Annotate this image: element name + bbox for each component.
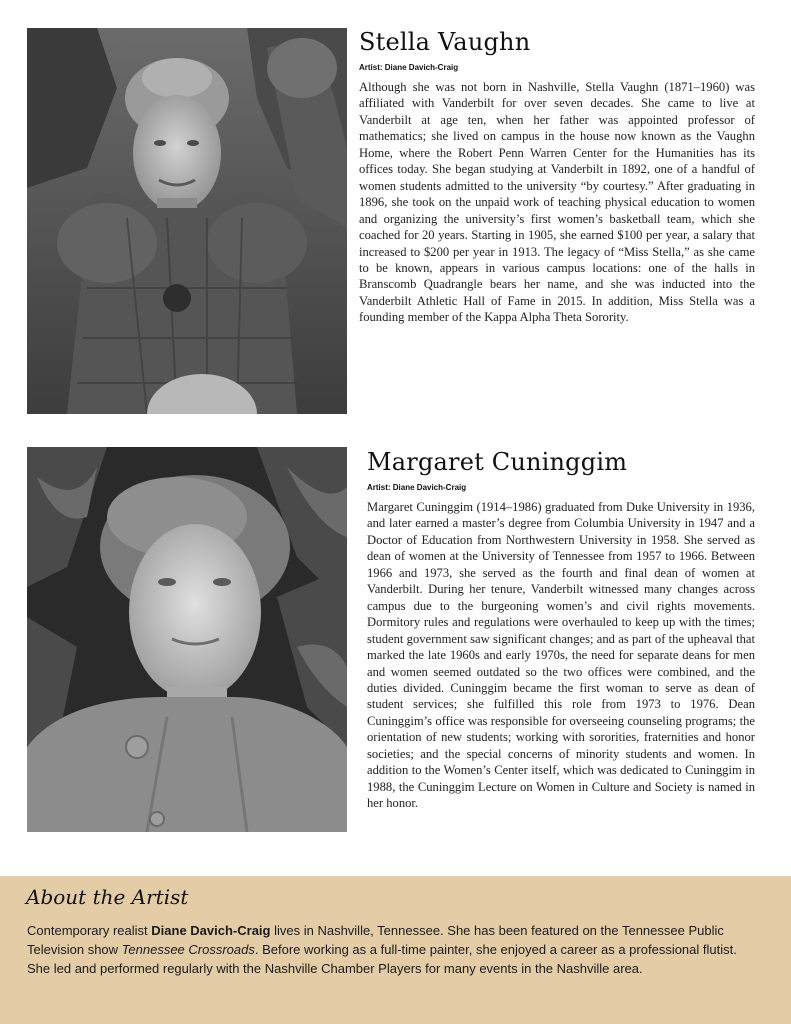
profile-bio: Although she was not born in Nashville, Stella Vaughn (1871–1960) was affiliated with Vanderbilt for over seven decades. She came to live at Vanderbilt at age ten, when her father was appointed professor of mathematics; she lived on campus in the house now known as the Vaughn Home, where the Robert Penn Warren Center for the Humanities has its offices today. She began studying at Vanderbilt in 1892, one of a handful of women students admitted to the university “by courtesy.” After graduating in 1896, she took on the unpaid work of teaching physical education to women and organizing the university’s first women’s basketball team, which she coached for 20 years. Starting in 1905, she earned $100 per year, a salary that increased to $200 per year in 1913. The legacy of “Miss Stella,” as she came to be known, appears in various campus locations: one of the halls in Branscomb Quadrangle bears her name, and she was inducted into the Vanderbilt Athletic Hall of Fame in 2015. In addition, Miss Stella was a founding member of the Kappa Alpha Theta Sorority. [359, 80, 755, 325]
profile-name: Stella Vaughn [359, 28, 531, 56]
profile-name: Margaret Cuninggim [367, 448, 628, 476]
artist-name: Diane Davich-Craig [151, 923, 271, 938]
about-heading: About the Artist [26, 885, 189, 909]
about-text-part: . Before working as a full-time painter, she enjoyed a career as a professional flutist. She led and performed regularly with the Nashville Chamber Players for many events in the Nashville area. [27, 942, 737, 976]
artist-credit: Artist: Diane Davich-Craig [367, 483, 467, 492]
about-text-part: Contemporary realist [27, 923, 152, 938]
artist-credit: Artist: Diane Davich-Craig [359, 63, 459, 72]
stella-vaughn-section [359, 26, 755, 326]
about-text-part: lives in Nashville, Tennessee. She has been featured on the Tennessee Public Television show [27, 923, 724, 957]
portrait-photo-icon [27, 447, 347, 832]
margaret-cuninggim-photo [27, 447, 347, 832]
stella-vaughn-photo [27, 28, 347, 414]
profile-bio: Margaret Cuninggim (1914–1986) graduated from Duke University in 1936, and later earned a master’s degree from Columbia University in 1947 and a Doctor of Education from Northwestern University in 1958. She served as dean of women at the University of Tennessee from 1957 to 1966. Between 1966 and 1973, she served as the fourth and final dean of women at Vanderbilt. During her tenure, Vanderbilt witnessed many changes across campus due to the burgeoning women’s and civil rights movements. Dormitory rules and regulations were overhauled to keep up with the times; student government saw significant changes; and as part of the upheaval that marked the late 1960s and early 1970s, the need for separate deans for men and women seemed outdated so the two offices were combined, and the duties divided. Cuninggim became the first woman to serve as dean of student services; she fulfilled this role from 1973 to 1976. Dean Cuninggim’s office was responsible for overseeing counseling programs; the orientation of new students; working with sororities, fraternities and honor societies; and the special concerns of minority students and women. In addition to the Women’s Center itself, which was dedicated to Cuninggim in 1988, the Cuninggim Lecture on Women in Culture and Society is named in her honor. [367, 500, 755, 811]
about-the-artist-section [0, 876, 791, 1024]
margaret-cuninggim-section [367, 446, 755, 812]
show-title: Tennessee Crossroads [121, 942, 255, 957]
portrait-photo-icon [27, 28, 347, 414]
about-text [27, 921, 737, 978]
